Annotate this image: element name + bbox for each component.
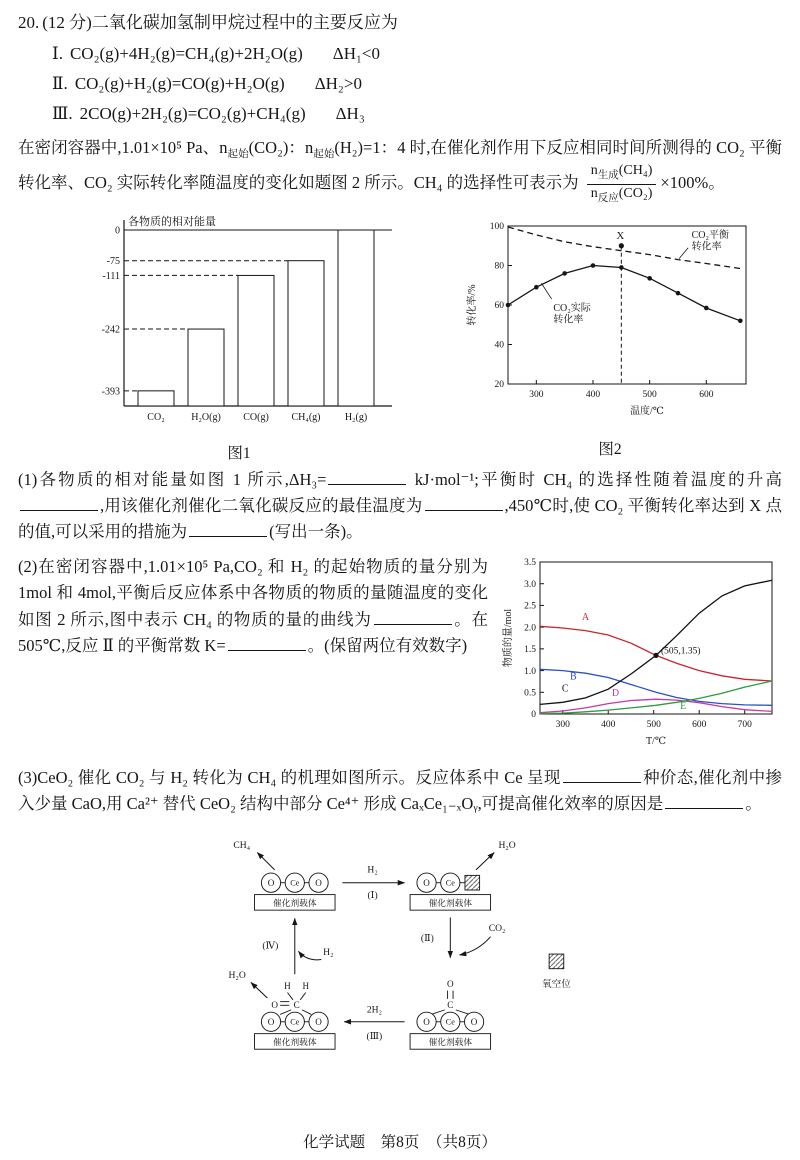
svg-text:80: 80 (494, 261, 504, 272)
reaction-equations (52, 39, 782, 128)
legend-oxygen-vacancy (542, 954, 571, 990)
equation-1 (52, 39, 782, 69)
n-initial-subscript: 起始 (227, 148, 249, 160)
intro-suffix: ×100%。 (660, 173, 725, 193)
ce-label: Ce (445, 877, 455, 887)
intro-seg1: 在密闭容器中,1.01×10⁵ Pa、n (18, 137, 228, 157)
equation-1-body: CO₂(g)+4H₂(g)=CH₄(g)+2H₂O(g) (69, 44, 303, 64)
svg-text:600: 600 (699, 389, 714, 400)
svg-text:CO₂: CO₂ (147, 411, 165, 423)
q1-seg2: kJ·mol⁻¹;平衡时 CH₄ 的选择性随着温度的升高 (408, 469, 783, 489)
support-label: 催化剂载体 (428, 897, 473, 908)
svg-text:2.0: 2.0 (524, 623, 536, 634)
equation-2-label: Ⅱ. (52, 74, 68, 94)
svg-text:物质的量/mol: 物质的量/mol (503, 608, 514, 667)
equation-3 (52, 99, 782, 129)
q3-seg2: 种价态,催化剂中掺入少量 CaO,用 Ca²⁺ 替代 CeO₂ 结构中部分 Ce⁴⁺ 形成 CaₓCe₁₋ₓOᵧ,可提高催化效率的原因是 (18, 767, 782, 814)
h-label: H (284, 980, 291, 991)
svg-text:(505,1.35): (505,1.35) (661, 646, 701, 657)
svg-text:600: 600 (692, 719, 707, 730)
svg-text:CO(g): CO(g) (243, 411, 269, 423)
svg-text:0: 0 (115, 225, 120, 237)
svg-text:500: 500 (642, 389, 657, 400)
ce-label: Ce (445, 1017, 455, 1027)
energy-bar-chart (74, 214, 404, 441)
answer-blank (374, 607, 452, 625)
bond (431, 1009, 445, 1014)
support-label: 催化剂载体 (273, 1036, 317, 1047)
fraction-numerator (587, 163, 657, 185)
step4-label: (Ⅳ) (262, 940, 279, 952)
bond (287, 992, 292, 999)
figure-2-caption: 图2 (598, 440, 622, 458)
answer-blank (189, 520, 267, 538)
state-top-left (233, 839, 335, 909)
svg-text:0.5: 0.5 (524, 688, 536, 699)
selectivity-fraction (587, 163, 657, 205)
n-initial-subscript: 起始 (313, 148, 335, 160)
oxygen-vacancy-square (465, 875, 480, 890)
equation-2-body: CO₂(g)+H₂(g)=CO(g)+H₂O(g) (74, 74, 285, 94)
state-top-right (410, 839, 516, 909)
bond (302, 1009, 311, 1014)
co2-in-arrow (459, 936, 490, 954)
svg-text:-111: -111 (102, 270, 120, 282)
figure-1 (74, 214, 404, 463)
h2o-label: H₂O (228, 969, 246, 981)
o-label: O (423, 1016, 430, 1027)
answer-blank (20, 493, 98, 511)
intro-seg2: (CO₂)：n (248, 137, 314, 157)
question-header (18, 10, 782, 36)
h2o-label: H₂O (498, 839, 516, 851)
svg-text:D: D (611, 687, 620, 699)
svg-text:-393: -393 (101, 385, 120, 397)
vacancy-label: 氧空位 (542, 978, 571, 990)
svg-text:3.5: 3.5 (524, 557, 536, 568)
svg-text:-242: -242 (101, 324, 120, 336)
step3-label: (Ⅲ) (366, 1030, 383, 1042)
answer-blank (665, 792, 743, 810)
answer-blank (563, 765, 641, 783)
svg-text:40: 40 (494, 340, 504, 351)
svg-text:300: 300 (529, 389, 544, 400)
q2-seg3: 。(保留两位有效数字) (307, 635, 468, 655)
q2-seg2: 。在 505℃,反应 Ⅱ 的平衡常数 K= (18, 609, 488, 655)
ch4-out-arrow (257, 852, 274, 869)
svg-text:300: 300 (555, 719, 570, 730)
svg-text:0: 0 (531, 709, 536, 720)
svg-text:C: C (561, 683, 569, 695)
svg-text:2.5: 2.5 (524, 601, 536, 612)
svg-text:CO₂平衡: CO₂平衡 (691, 229, 729, 241)
moles-line-chart (500, 552, 782, 761)
intro-seg3: (H₂)=1：4 时,在催化剂作用下反应相同时间所测得的 CO₂ 平衡转化率、CO₂ 实际转化率随温度的变化如题图 2 所示。CH₄ 的选择性可表示为 (18, 137, 783, 193)
svg-text:转化率: 转化率 (691, 240, 722, 252)
svg-text:各物质的相对能量: 各物质的相对能量 (128, 215, 216, 228)
frac-num-subscript: 生成 (597, 170, 619, 182)
vacancy-swatch (549, 954, 564, 969)
mechanism-svg (185, 824, 615, 1064)
question-number: 20. (18, 13, 40, 32)
svg-text:B: B (570, 671, 577, 683)
svg-text:T/℃: T/℃ (645, 735, 667, 747)
conversion-line-chart (464, 214, 756, 437)
ce-label: Ce (290, 877, 300, 887)
o-label: O (447, 978, 454, 989)
h2o-out-arrow (476, 852, 494, 869)
q2-seg1: (2)在密闭容器中,1.01×10⁵ Pa,CO₂ 和 H₂ 的起始物质的量分别为 1mol 和 4mol,平衡后反应体系中各物质的物质的量随温度的变化如图 2 所示,图中表示 CH₄ 的物质的量的曲线为 (18, 556, 488, 629)
page-footer: 化学试题 第8页 （共8页） (303, 1134, 497, 1151)
equation-2 (52, 69, 782, 99)
h2-in-arrow (298, 951, 321, 960)
c-label: C (293, 999, 300, 1010)
answer-blank (328, 467, 406, 485)
support-label: 催化剂载体 (428, 1036, 473, 1047)
q3-seg3: 。 (745, 794, 762, 814)
equation-3-body: 2CO(g)+2H₂(g)=CO₂(g)+CH₄(g) (79, 103, 306, 123)
svg-text:X: X (616, 229, 625, 242)
svg-text:700: 700 (737, 719, 752, 730)
fraction-denominator (587, 185, 657, 206)
q3-seg1: (3)CeO₂ 催化 CO₂ 与 H₂ 转化为 CH₄ 的机理如图所示。反应体系中 Ce 呈现 (18, 767, 561, 787)
q1-seg5: (写出一条)。 (269, 522, 363, 542)
svg-text:400: 400 (601, 719, 616, 730)
svg-text:转化率: 转化率 (553, 314, 584, 326)
ch4-label: CH₄ (233, 839, 251, 851)
mechanism-diagram (18, 824, 782, 1064)
figure-3-wrap (496, 550, 782, 761)
figure-1-caption: 图1 (227, 444, 251, 462)
svg-text:H₂O(g): H₂O(g) (191, 411, 221, 423)
svg-text:100: 100 (489, 221, 504, 232)
answer-blank (228, 633, 306, 651)
bond (300, 992, 305, 999)
equation-3-enthalpy: ΔH₃ (335, 103, 365, 123)
o-label: O (315, 877, 322, 888)
svg-text:60: 60 (494, 300, 504, 311)
c-label: C (447, 999, 454, 1010)
state-bottom-left (229, 969, 335, 1048)
frac-num-n: n (590, 163, 598, 179)
question-stem: (12 分)二氧化碳加氢制甲烷过程中的主要反应为 (42, 13, 398, 32)
svg-text:-75: -75 (106, 255, 120, 267)
svg-text:CH₄(g): CH₄(g) (291, 411, 321, 423)
o-label: O (470, 1016, 478, 1027)
svg-text:温度/℃: 温度/℃ (630, 405, 664, 417)
svg-text:1.0: 1.0 (524, 666, 536, 677)
frac-den-subscript: 反应 (597, 192, 619, 204)
h-label: H (302, 980, 310, 991)
intro-paragraph (18, 135, 782, 206)
svg-text:1.5: 1.5 (524, 644, 536, 655)
2h2-label: 2H₂ (366, 1004, 382, 1016)
q1-seg4: ,450℃时,使 CO₂ 平衡转化率达到 X 点的值,可以采用的措施为 (18, 495, 782, 542)
answer-blank (425, 493, 503, 511)
o-label: O (267, 877, 275, 888)
o-label: O (267, 1016, 275, 1027)
sub-question-2 (18, 554, 488, 660)
support-label: 催化剂载体 (273, 897, 317, 908)
equation-3-label: Ⅲ. (52, 103, 73, 123)
svg-text:E: E (680, 700, 687, 712)
svg-text:3.0: 3.0 (524, 579, 536, 590)
sub-question-2-row (18, 550, 782, 761)
bond (456, 1009, 470, 1014)
frac-den-n: n (590, 185, 598, 201)
equation-1-label: Ⅰ. (52, 44, 63, 64)
figure-2 (464, 214, 756, 463)
ce-label: Ce (290, 1017, 300, 1027)
h2-label: H₂ (367, 864, 378, 876)
o-label: O (423, 877, 430, 888)
svg-text:20: 20 (494, 379, 504, 390)
figures-row (74, 214, 782, 463)
o-label: O (271, 999, 278, 1010)
step1-label: (Ⅰ) (367, 889, 378, 901)
h2o-out-arrow (251, 982, 267, 998)
frac-den-arg: (CO₂) (618, 185, 653, 201)
frac-num-arg: (CH₄) (618, 163, 653, 179)
svg-text:H₂(g): H₂(g) (344, 411, 368, 423)
q1-seg1: (1)各物质的相对能量如图 1 所示,ΔH₃= (18, 469, 327, 489)
co2-label: CO₂ (488, 922, 506, 934)
svg-text:转化率/%: 转化率/% (467, 284, 478, 326)
svg-text:500: 500 (646, 719, 661, 730)
sub-question-1 (18, 467, 782, 546)
state-bottom-right (410, 979, 491, 1049)
o-label: O (315, 1016, 322, 1027)
h2-step4-label: H₂ (323, 946, 334, 958)
svg-text:A: A (581, 611, 590, 623)
step2-label: (Ⅱ) (420, 932, 434, 944)
equation-2-enthalpy: ΔH₂>0 (314, 74, 362, 94)
equation-1-enthalpy: ΔH₁<0 (332, 44, 381, 64)
sub-question-3 (18, 765, 782, 818)
svg-text:400: 400 (585, 389, 601, 400)
q1-seg3: ,用该催化剂催化二氧化碳反应的最佳温度为 (100, 495, 423, 515)
svg-text:CO₂实际: CO₂实际 (553, 302, 591, 314)
